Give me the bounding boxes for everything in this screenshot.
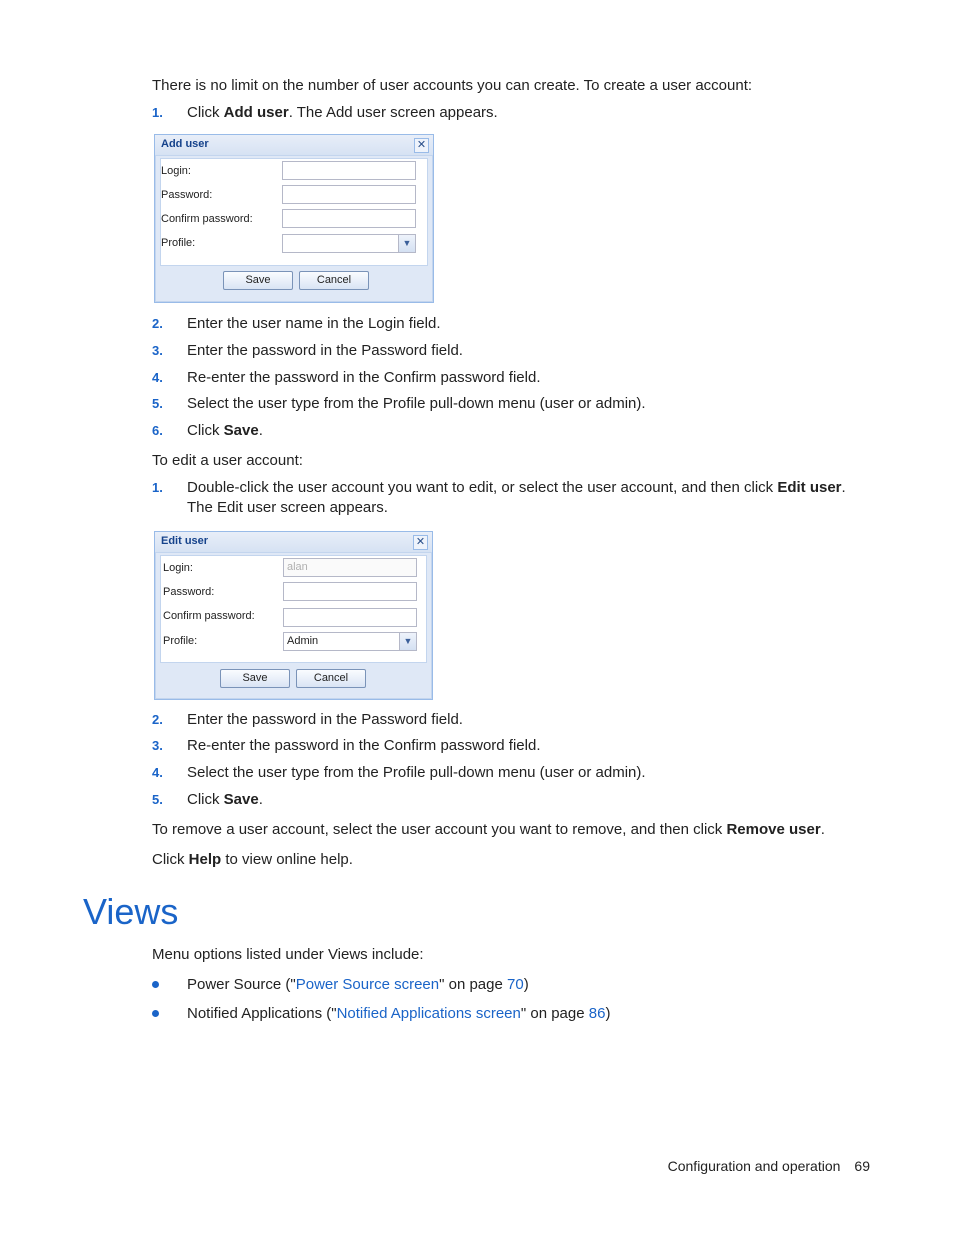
step-number: 3. <box>152 738 163 753</box>
create-step-3 <box>152 341 874 361</box>
item-text: (" <box>281 976 296 993</box>
step-text: Re-enter the password in the Confirm password field. <box>187 369 541 386</box>
profile-select[interactable] <box>282 234 416 253</box>
chevron-down-icon[interactable]: ▼ <box>398 235 415 252</box>
profile-value: Admin <box>287 635 319 647</box>
create-step-2 <box>152 314 874 334</box>
step-number: 2. <box>152 712 163 727</box>
profile-label: Profile: <box>163 635 198 647</box>
step-text: . <box>258 422 263 439</box>
edit-step-4 <box>152 763 874 783</box>
add-user-dialog <box>154 134 434 303</box>
para-text: to view online help. <box>221 851 353 868</box>
step-text: Select the user type from the Profile pull-down menu (user or admin). <box>187 764 646 781</box>
create-step-5 <box>152 394 874 414</box>
step-text: Enter the password in the Password field. <box>187 711 463 728</box>
step-text: Select the user type from the Profile pull-down menu (user or admin). <box>187 395 646 412</box>
cancel-button[interactable]: Cancel <box>299 271 369 290</box>
footer-section-title: Configuration and operation <box>667 1158 841 1174</box>
login-label: Login: <box>161 165 191 177</box>
save-button[interactable]: Save <box>220 669 290 688</box>
step-bold-term: Add user <box>223 104 289 121</box>
item-text: " on page <box>520 1005 589 1022</box>
views-intro: Menu options listed under Views include: <box>152 946 424 963</box>
page-footer <box>668 1158 870 1174</box>
step-text: . The Add user screen appears. <box>288 104 498 121</box>
item-text: ) <box>605 1005 611 1022</box>
step-number: 6. <box>152 423 163 438</box>
step-text: . <box>258 791 263 808</box>
para-text: Click <box>152 851 189 868</box>
edit-step-3 <box>152 736 874 756</box>
item-text: " on page <box>439 976 508 993</box>
step-text: . The Edit user screen appears. <box>187 479 846 516</box>
item-name: Notified Applications <box>187 1005 323 1022</box>
step-bold-term: Edit user <box>777 479 842 496</box>
page-link[interactable]: 86 <box>588 1005 606 1022</box>
para-text: . <box>820 821 825 838</box>
password-label: Password: <box>163 586 215 598</box>
close-icon[interactable]: ✕ <box>413 535 428 550</box>
edit-intro: To edit a user account: <box>152 452 303 469</box>
login-input: alan <box>283 558 417 577</box>
step-number: 4. <box>152 370 163 385</box>
item-text: (" <box>322 1005 337 1022</box>
confirm-password-input[interactable] <box>282 209 416 228</box>
help-paragraph <box>152 850 874 870</box>
step-number: 1. <box>152 480 163 495</box>
confirm-password-label: Confirm password: <box>163 610 255 622</box>
edit-step-1 <box>152 478 874 518</box>
page-link[interactable]: 70 <box>507 976 524 993</box>
step-number: 2. <box>152 316 163 331</box>
step-text: Double-click the user account you want to edit, or select the user account, and then click <box>187 479 778 496</box>
page-number: 69 <box>854 1158 870 1174</box>
step-number: 1. <box>152 105 163 120</box>
step-number: 3. <box>152 343 163 358</box>
create-step-6 <box>152 421 874 441</box>
login-label: Login: <box>163 562 193 574</box>
step-number: 4. <box>152 765 163 780</box>
step-text: Click <box>187 422 224 439</box>
bullet-icon <box>152 1010 159 1017</box>
step-text: Enter the user name in the Login field. <box>187 315 441 332</box>
remove-paragraph <box>152 820 874 840</box>
dialog-title: Add user <box>161 138 209 150</box>
step-text: Click <box>187 104 224 121</box>
dialog-title: Edit user <box>161 535 209 547</box>
profile-select[interactable] <box>283 632 417 651</box>
item-name: Power Source <box>187 976 282 993</box>
para-bold-term: Help <box>188 851 222 868</box>
views-heading: Views <box>83 891 179 932</box>
step-number: 5. <box>152 792 163 807</box>
password-input[interactable] <box>283 582 417 601</box>
login-input[interactable] <box>282 161 416 180</box>
intro-paragraph: There is no limit on the number of user accounts you can create. To create a user account: <box>152 77 753 94</box>
edit-step-5 <box>152 790 874 810</box>
confirm-password-input[interactable] <box>283 608 417 627</box>
dialog-titlebar <box>155 135 433 156</box>
views-item-notified-applications <box>152 1004 610 1024</box>
edit-step-2 <box>152 710 874 730</box>
item-text: ) <box>523 976 529 993</box>
cancel-button[interactable]: Cancel <box>296 669 366 688</box>
create-step-1 <box>152 103 874 123</box>
create-step-4 <box>152 368 874 388</box>
step-bold-term: Save <box>223 791 259 808</box>
save-button[interactable]: Save <box>223 271 293 290</box>
step-text: Enter the password in the Password field. <box>187 342 463 359</box>
views-item-power-source <box>152 975 529 995</box>
edit-user-dialog <box>154 531 433 700</box>
chevron-down-icon[interactable]: ▼ <box>399 633 416 650</box>
step-text: Click <box>187 791 224 808</box>
password-label: Password: <box>161 189 213 201</box>
para-bold-term: Remove user <box>726 821 821 838</box>
profile-label: Profile: <box>161 237 196 249</box>
notified-applications-screen-link[interactable]: Notified Applications screen <box>336 1005 521 1022</box>
power-source-screen-link[interactable]: Power Source screen <box>295 976 440 993</box>
password-input[interactable] <box>282 185 416 204</box>
step-bold-term: Save <box>223 422 259 439</box>
bullet-icon <box>152 981 159 988</box>
step-number: 5. <box>152 396 163 411</box>
step-text: Re-enter the password in the Confirm password field. <box>187 737 541 754</box>
dialog-titlebar <box>155 532 432 553</box>
close-icon[interactable]: ✕ <box>414 138 429 153</box>
confirm-password-label: Confirm password: <box>161 213 253 225</box>
para-text: To remove a user account, select the user account you want to remove, and then click <box>152 821 727 838</box>
